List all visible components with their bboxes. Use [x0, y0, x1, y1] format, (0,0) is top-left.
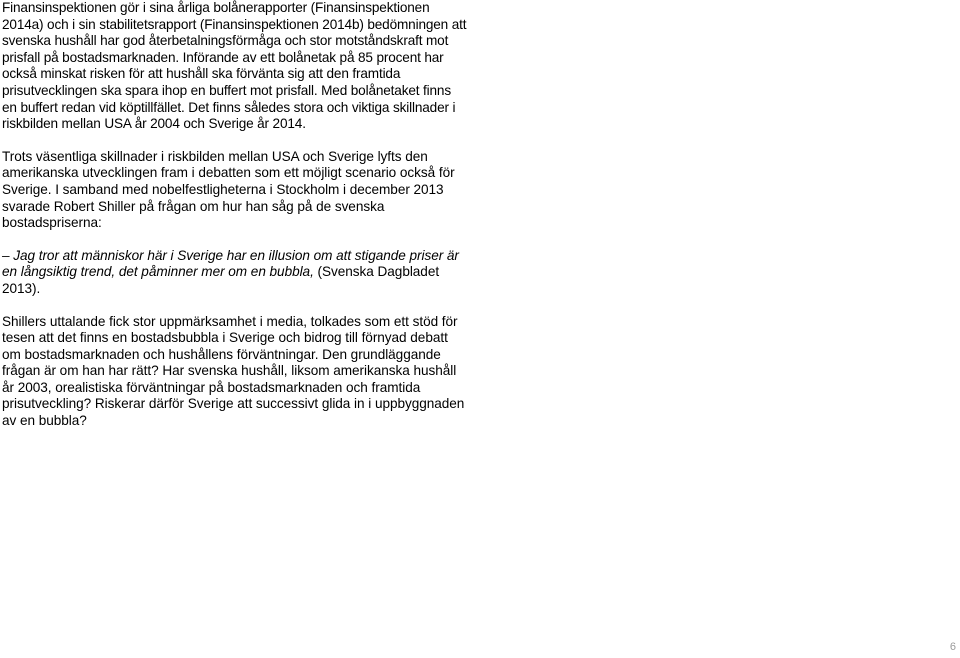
- body-text-column: [2, 0, 468, 430]
- quote-text: – Jag tror att människor här i Sverige har en illusion om att stigande priser är en långsiktig trend, det påminner mer om en bubbla,: [2, 247, 459, 280]
- paragraph-finansinspektionen: Finansinspektionen gör i sina årliga bolånerapporter (Finansinspektionen 2014a) och i sin stabilitetsrapport (Finansinspektionen 2014b) bedömningen att svenska hushåll har god återbetalningsförmåga och stor motståndskraft mot prisfall på bostadsmarknaden. Införande av ett bolånetak på 85 procent har också minskat risken för att hushåll ska förvänta sig att den framtida prisutvecklingen ska spara ihop en buffert mot prisfall. Med bolånetaket finns en buffert redan vid köptillfället. Det finns således stora och viktiga skillnader i riskbilden mellan USA år 2004 och Sverige år 2014.: [2, 0, 467, 132]
- shiller-quote: [2, 248, 468, 298]
- page-number: 6: [949, 641, 956, 653]
- paragraph-shiller-intro: Trots väsentliga skillnader i riskbilden mellan USA och Sverige lyfts den amerikanska utvecklingen fram i debatten som ett möjligt scenario också för Sverige. I samband med nobelfestligheterna i Stockholm i december 2013 svarade Robert Shiller på frågan om hur han såg på de svenska bostadspriserna:: [2, 148, 455, 231]
- paragraph-shiller-reaction: Shillers uttalande fick stor uppmärksamhet i media, tolkades som ett stöd för tesen att det finns en bostadsbubbla i Sverige och bidrog till förnyad debatt om bostadsmarknaden och hushållens förväntningar. Den grundläggande frågan är om han har rätt? Har svenska hushåll, liksom amerikanska hushåll år 2003, orealistiska förväntningar på bostadsmarknaden och framtida prisutveckling? Riskerar därför Sverige att successivt glida in i uppbyggnaden av en bubbla?: [2, 313, 465, 429]
- quote-source: (Svenska Dagbladet 2013).: [2, 264, 440, 296]
